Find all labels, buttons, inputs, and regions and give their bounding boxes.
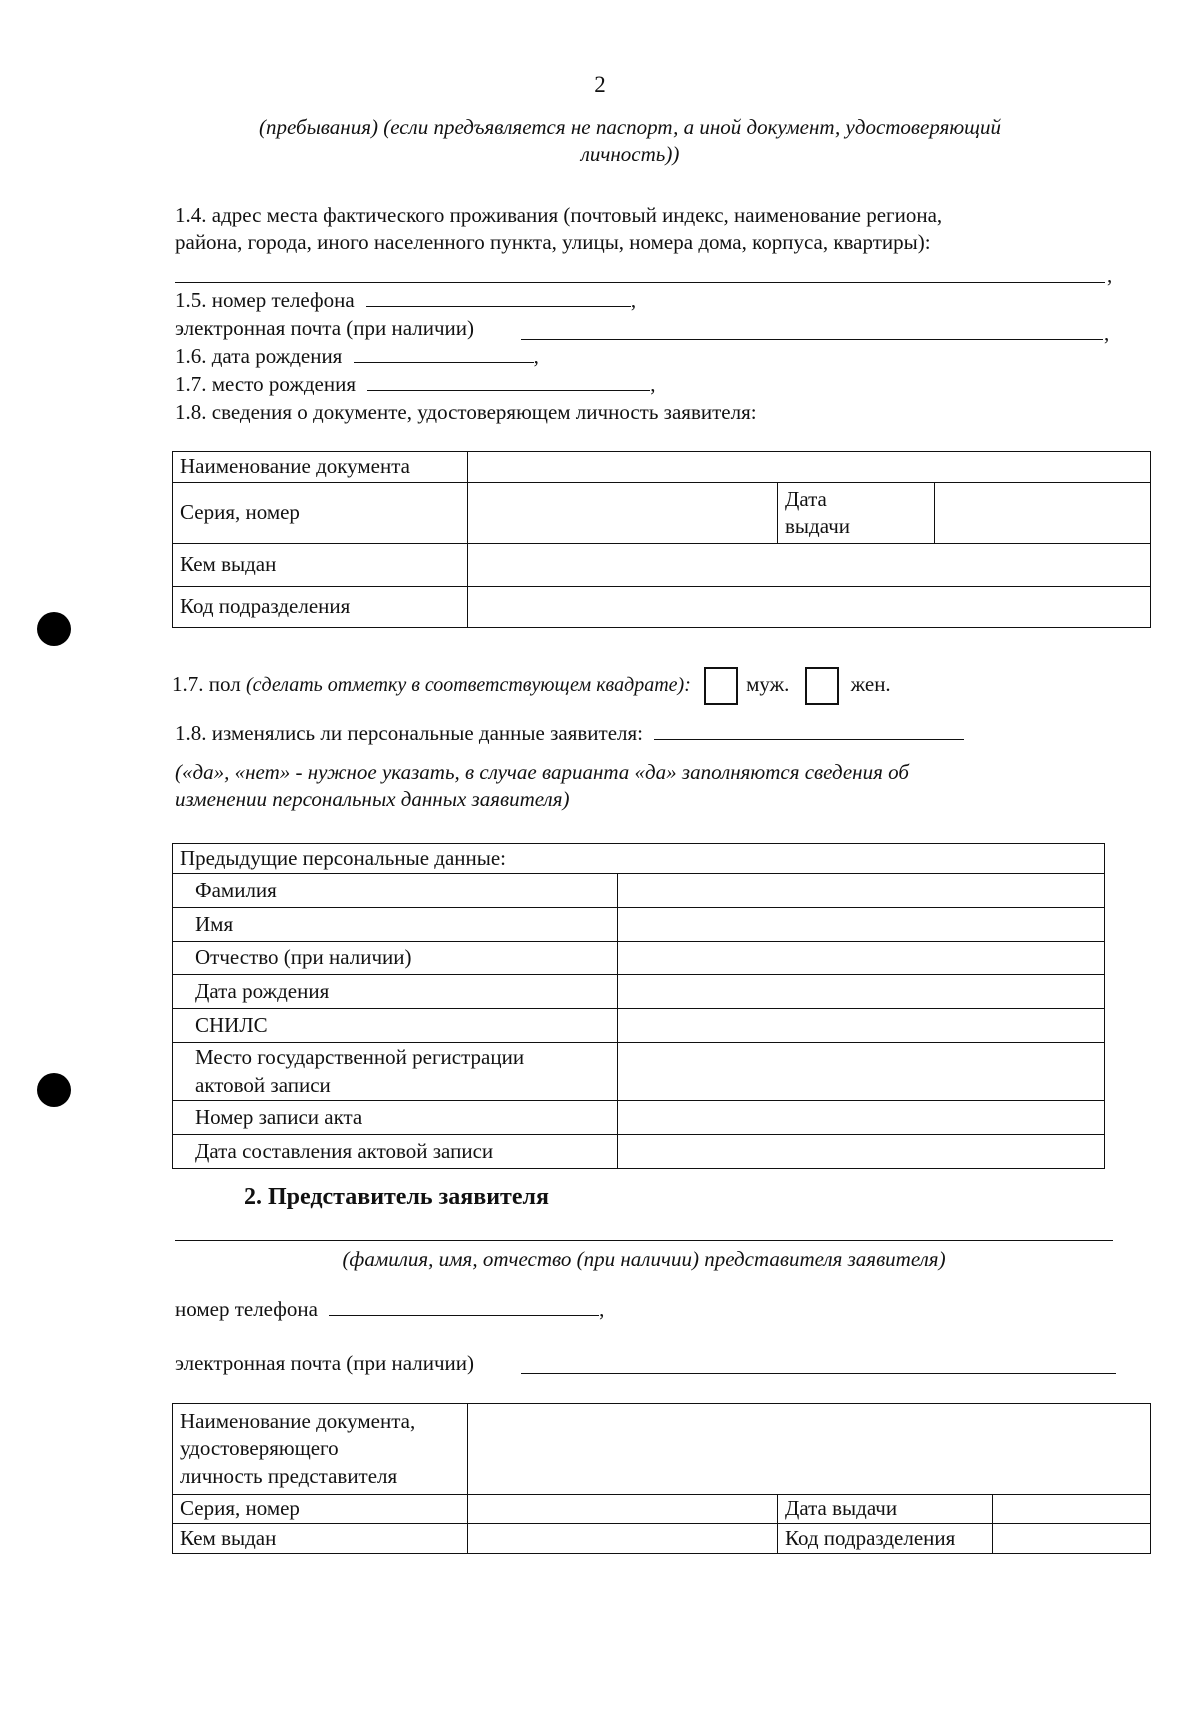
dept-code-cell[interactable] — [468, 587, 1151, 628]
prev-act-date-cell[interactable] — [618, 1135, 1105, 1169]
phone-comma: , — [630, 288, 637, 312]
prev-registration-place-label — [173, 1043, 618, 1101]
prev-patronymic-cell[interactable] — [618, 942, 1105, 975]
section-2-title: 2. Представитель заявителя — [244, 1184, 549, 1210]
gender-hint: (сделать отметку в соответствующем квадрате): — [245, 673, 691, 696]
prev-birth-date-cell[interactable] — [618, 975, 1105, 1009]
prev-registration-place-line1: Место государственной регистрации — [195, 1045, 525, 1070]
birth-place-field[interactable] — [367, 372, 650, 391]
male-label: муж. — [746, 671, 790, 696]
changes-label: 1.8. изменялись ли персональные данные заявителя: — [175, 721, 643, 745]
changes-hint-line1: («да», «нет» - нужное указать, в случае варианта «да» заполняются сведения об — [175, 760, 909, 784]
item-1-6-label: 1.6. дата рождения — [175, 344, 343, 368]
prev-registration-place-line2: актовой записи — [195, 1072, 331, 1097]
representative-fio-field[interactable] — [175, 1240, 1113, 1241]
rep-document-table — [172, 1403, 1151, 1554]
rep-email-row — [175, 1350, 474, 1377]
rep-email-field[interactable] — [521, 1373, 1116, 1374]
item-1-4-line1: 1.4. адрес места фактического проживания (почтовый индекс, наименование региона, — [175, 203, 943, 227]
series-number-cell[interactable] — [468, 483, 778, 544]
previous-data-table — [172, 843, 1105, 1169]
item-1-4-line2: района, города, иного населенного пункта, улицы, номера дома, корпуса, квартиры): — [175, 230, 931, 255]
prev-name-label: Имя — [173, 908, 618, 942]
header-note — [180, 114, 1080, 169]
doc-name-cell[interactable] — [468, 452, 1151, 483]
item-1-5-label: 1.5. номер телефона — [175, 288, 355, 312]
rep-phone-field[interactable] — [329, 1297, 599, 1316]
changes-hint — [175, 759, 909, 814]
prev-snils-cell[interactable] — [618, 1009, 1105, 1043]
female-label: жен. — [850, 671, 891, 696]
previous-data-header: Предыдущие персональные данные: — [173, 844, 1105, 874]
dept-code-label: Код подразделения — [173, 587, 468, 628]
item-1-7-label: 1.7. место рождения — [175, 372, 356, 396]
issue-date-label-line2: выдачи — [785, 514, 850, 538]
issue-date-label-line1: Дата — [785, 486, 827, 511]
prev-act-number-cell[interactable] — [618, 1101, 1105, 1135]
header-note-line2: личность)) — [580, 142, 680, 167]
rep-series-number-cell[interactable] — [468, 1495, 778, 1524]
item-1-8-label: 1.8. сведения о документе, удостоверяющем личность заявителя: — [175, 400, 757, 424]
issued-by-label: Кем выдан — [173, 544, 468, 587]
changes-answer-field[interactable] — [654, 721, 964, 740]
rep-phone-comma: , — [599, 1297, 605, 1321]
prev-name-cell[interactable] — [618, 908, 1105, 942]
rep-phone-row — [175, 1296, 604, 1323]
rep-doc-name-line1: Наименование документа, — [180, 1409, 416, 1434]
email-label: электронная почта (при наличии) — [175, 316, 474, 340]
prev-act-date-label: Дата составления актовой записи — [173, 1135, 618, 1169]
prev-act-number-label: Номер записи акта — [173, 1101, 618, 1135]
male-checkbox[interactable] — [704, 667, 738, 705]
issue-date-cell[interactable] — [935, 483, 1151, 544]
rep-phone-label: номер телефона — [175, 1297, 318, 1321]
rep-issue-date-label: Дата выдачи — [778, 1495, 993, 1524]
prev-patronymic-label: Отчество (при наличии) — [173, 942, 618, 975]
prev-surname-label: Фамилия — [173, 874, 618, 908]
birth-place-comma: , — [650, 372, 656, 396]
birth-date-comma: , — [533, 344, 539, 368]
rep-series-number-label: Серия, номер — [173, 1495, 468, 1524]
prev-birth-date-label: Дата рождения — [173, 975, 618, 1009]
rep-dept-code-label: Код подразделения — [778, 1524, 993, 1554]
gender-label: 1.7. пол — [172, 671, 241, 696]
applicant-phone-field[interactable] — [366, 288, 631, 307]
issued-by-cell[interactable] — [468, 544, 1151, 587]
rep-doc-name-cell[interactable] — [468, 1404, 1151, 1495]
prev-surname-cell[interactable] — [618, 874, 1105, 908]
rep-email-label: электронная почта (при наличии) — [175, 1351, 474, 1375]
rep-doc-name-line3: личность представителя — [180, 1463, 398, 1488]
rep-issued-by-cell[interactable] — [468, 1524, 778, 1554]
address-field[interactable] — [175, 282, 1105, 283]
series-number-label: Серия, номер — [173, 483, 468, 544]
binder-hole-top — [37, 612, 71, 646]
page-number: 2 — [594, 72, 606, 97]
address-comma: , — [1107, 263, 1113, 287]
representative-fio-caption: (фамилия, имя, отчество (при наличии) представителя заявителя) — [342, 1247, 946, 1271]
prev-snils-label: СНИЛС — [173, 1009, 618, 1043]
birth-date-field[interactable] — [354, 344, 534, 363]
header-note-line1: (пребывания) (если предъявляется не паспорт, а иной документ, удостоверяющий — [258, 115, 1002, 139]
rep-issue-date-cell[interactable] — [993, 1495, 1151, 1524]
changes-hint-line2: изменении персональных данных заявителя) — [175, 787, 570, 812]
binder-hole-bottom — [37, 1073, 71, 1107]
item-1-6-row — [175, 343, 539, 370]
applicant-document-table — [172, 451, 1151, 628]
changes-row — [175, 720, 964, 747]
item-1-4-text — [175, 202, 942, 257]
issue-date-label — [778, 483, 935, 544]
gender-row — [172, 667, 891, 705]
rep-doc-name-line2: удостоверяющего — [180, 1436, 339, 1461]
doc-name-label: Наименование документа — [173, 452, 468, 483]
applicant-email-field[interactable] — [521, 339, 1103, 340]
item-1-7-row — [175, 371, 655, 398]
female-checkbox[interactable] — [805, 667, 839, 705]
item-1-5-row — [175, 287, 636, 314]
rep-dept-code-cell[interactable] — [993, 1524, 1151, 1554]
rep-doc-name-label — [173, 1404, 468, 1495]
rep-issued-by-label: Кем выдан — [173, 1524, 468, 1554]
prev-registration-place-cell[interactable] — [618, 1043, 1105, 1101]
email-comma: , — [1104, 321, 1110, 345]
email-row — [175, 315, 474, 342]
